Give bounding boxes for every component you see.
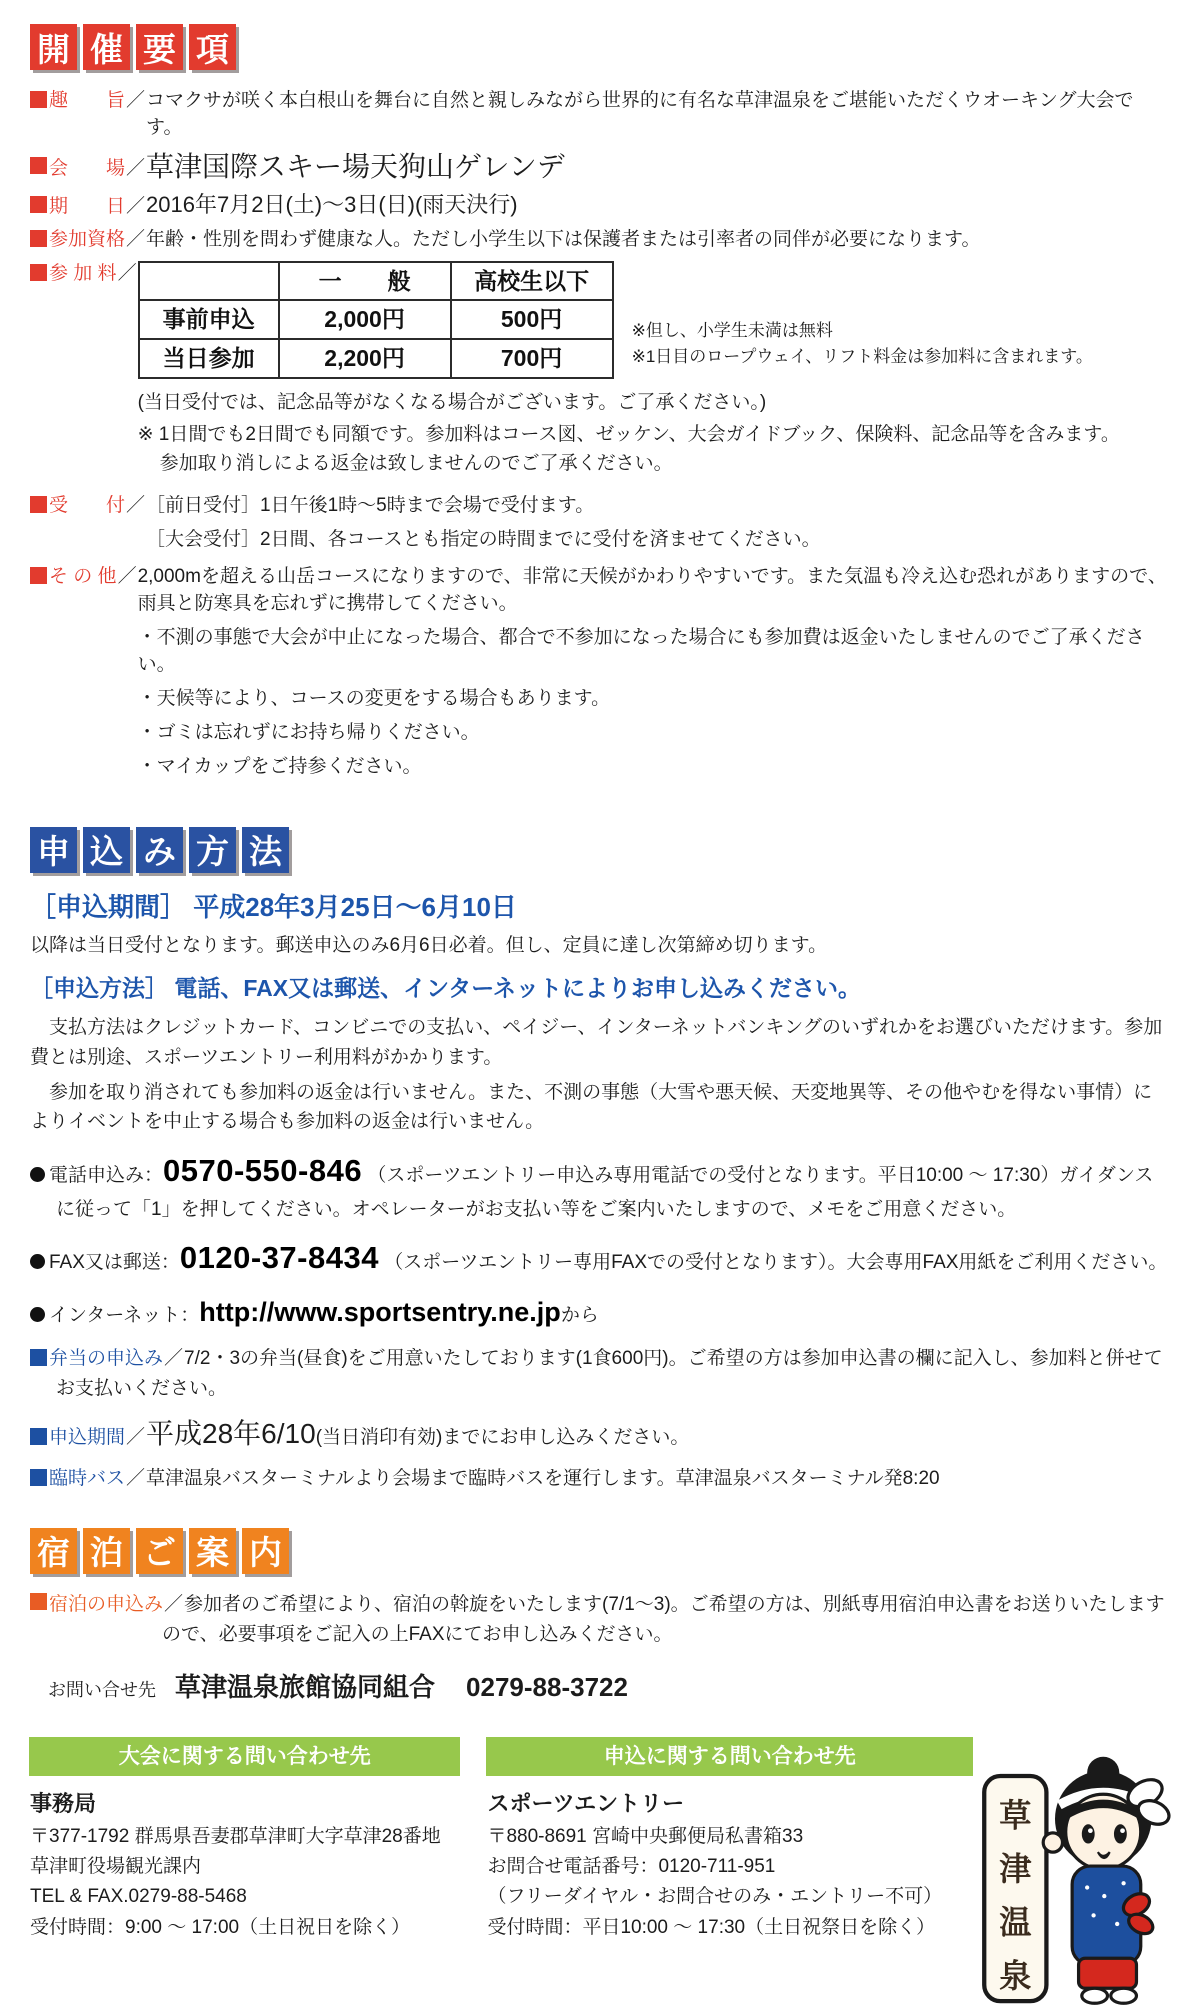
row-text: 2016年7月2日(土)～3日(日)(雨天決行) [146, 191, 518, 217]
row-purpose [30, 88, 1168, 142]
phone-label: 電話申込み： [49, 1164, 164, 1186]
fax-note: （スポーツエントリー専用FAXでの受付となります）。大会専用FAX用紙をご利用ください。 [384, 1252, 1168, 1274]
label-slash: ／ [164, 1348, 184, 1370]
entry-contact-column [487, 1738, 972, 2014]
fee-side-note: ※但し、小学生未満は無料 [631, 320, 833, 340]
row-reception [30, 493, 1168, 554]
row-other [30, 564, 1168, 781]
entry-contact-org: スポーツエントリー [487, 1790, 685, 1816]
fee-value: 500円 [451, 300, 613, 339]
fee-side-notes [632, 318, 1093, 371]
label-slash: ／ [126, 195, 146, 217]
label-slash: ／ [126, 90, 146, 111]
entry-contact-header: 申込に関する問い合わせ先 [487, 1738, 972, 1775]
title-block: 法 [242, 827, 289, 873]
bullet-square-icon [30, 157, 47, 174]
row-text: 草津国際スキー場天狗山ゲレンデ [146, 150, 565, 182]
row-date [30, 191, 1168, 220]
row-eligibility [30, 227, 1168, 254]
row-label: 参加資格 [49, 228, 126, 250]
bento-line [30, 1344, 1168, 1403]
phone-number: 0570-550-846 [163, 1152, 363, 1188]
phone-apply-line [30, 1147, 1168, 1224]
event-contact-header: 大会に関する問い合わせ先 [30, 1738, 459, 1775]
title-block: 申 [30, 827, 77, 873]
internet-label: インターネット： [49, 1305, 200, 1327]
lodging-line [30, 1590, 1168, 1651]
fee-note: 参加取り消しによる返金は致しませんのでご了承ください。 [159, 453, 673, 475]
contact-line: 草津町役場観光課内 [30, 1856, 202, 1878]
bullet-square-icon [30, 1349, 47, 1366]
contact-line: （フリーダイヤル・お問合せのみ・エントリー不可） [487, 1886, 943, 1908]
title-block: 要 [136, 24, 183, 70]
section-title-apply [30, 827, 1168, 873]
payment-paragraph: 参加を取り消されても参加料の返金は行いません。また、不測の事態（大雪や悪天候、天変地異等、その他やむを得ない事情）によりイベントを中止する場合も参加料の返金は行いません。 [30, 1081, 1153, 1133]
fee-table-area [138, 261, 1168, 379]
contact-line: お問合せ電話番号：0120-711-951 [487, 1856, 776, 1878]
sign-char: 津 [999, 1850, 1032, 1887]
title-block: ご [136, 1528, 183, 1574]
row-label: 期 日 [49, 195, 126, 217]
sign-char: 泉 [999, 1957, 1032, 1994]
bullet-square-icon [30, 1428, 47, 1445]
other-content [138, 564, 1168, 781]
payment-paragraph: 支払方法はクレジットカード、コンビニでの支払い、ペイジー、インターネットバンキングのいずれかをお選びいただけます。参加費とは別途、スポーツエントリー利用料がかかります。 [30, 1017, 1163, 1068]
row-label: 趣 旨 [49, 90, 126, 111]
mascot-illustration [972, 1738, 1168, 2014]
bullet-square-icon [30, 496, 47, 513]
section-title-outline [30, 24, 1168, 70]
footer-contacts [30, 1738, 1168, 2014]
bullet-square-icon [30, 196, 47, 213]
apply-period-line [30, 887, 1168, 924]
row-label: 宿泊の申込み [49, 1593, 164, 1615]
kusatsu-mascot-icon [972, 1746, 1168, 2014]
internet-suffix: から [560, 1305, 599, 1327]
row-label: 弁当の申込み [49, 1348, 164, 1370]
title-block: み [136, 827, 183, 873]
bullet-square-icon [30, 1469, 47, 1486]
table-row [139, 339, 613, 378]
bus-text: 草津温泉バスターミナルより会場まで臨時バスを運行します。草津温泉バスターミナル発8:20 [146, 1468, 940, 1490]
label-slash: ／ [164, 1593, 184, 1615]
row-text: コマクサが咲く本白根山を舞台に自然と親しみながら世界的に有名な草津温泉をご堪能いただくウオーキング大会です。 [146, 90, 1134, 138]
apply-method-text: 電話、FAX又は郵送、インターネットによりお申し込みください。 [174, 975, 862, 1002]
contact-line: 受付時間：平日10:00 ～ 17:30（土日祝祭日を除く） [487, 1916, 936, 1938]
contact-phone: 0279-88-3722 [466, 1671, 628, 1702]
bullet-line: ・天候等により、コースの変更をする場合もあります。 [137, 687, 611, 709]
label-slash: ／ [117, 262, 137, 284]
apply-period-label: ［申込期間］ [30, 891, 187, 922]
fee-notes [138, 388, 1168, 479]
fee-header-empty [139, 262, 279, 301]
title-block: 泊 [83, 1528, 130, 1574]
row-label: 臨時バス [49, 1468, 126, 1490]
table-header-row [139, 262, 613, 301]
deadline-text: (当日消印有効)までにお申し込みください。 [315, 1427, 690, 1449]
reception-line: ［大会受付］2日間、各コースとも指定の時間までに受付を済ませてください。 [146, 528, 821, 550]
title-block: 催 [83, 24, 130, 70]
bullet-dot-icon [30, 1307, 45, 1322]
label-slash: ／ [126, 1427, 146, 1449]
event-contact-org: 事務局 [30, 1790, 97, 1816]
fee-value: 2,200円 [279, 339, 451, 378]
label-slash: ／ [126, 494, 146, 516]
bullet-square-icon [30, 230, 47, 247]
contact-line: 〒880-8691 宮崎中央郵便局私書箱33 [487, 1825, 804, 1847]
label-slash: ／ [126, 1468, 146, 1490]
row-label: そ の 他 [49, 565, 117, 587]
fax-apply-line [30, 1234, 1168, 1282]
contact-line: 受付時間：9:00 ～ 17:00（土日祝日を除く） [30, 1916, 411, 1938]
row-label: 会 場 [49, 157, 126, 179]
title-block: 宿 [30, 1528, 77, 1574]
fee-note: (当日受付では、記念品等がなくなる場合がございます。ご了承ください。) [137, 391, 767, 413]
title-block: 項 [189, 24, 236, 70]
row-label: 受 付 [49, 494, 126, 516]
title-block: 込 [83, 827, 130, 873]
fee-note: ※ 1日間でも2日間でも同額です。参加料はコース図、ゼッケン、大会ガイドブック、保険料、記念品等を含みます。 [137, 424, 1120, 445]
label-slash: ／ [117, 565, 137, 587]
bullet-dot-icon [30, 1254, 45, 1269]
bullet-square-icon [30, 567, 47, 584]
row-text: 年齢・性別を問わず健康な人。ただし小学生以下は保護者または引率者の同伴が必要になります。 [146, 228, 981, 250]
reception-line: ［前日受付］1日午後1時～5時まで会場で受付ます。 [146, 494, 595, 516]
fee-content [138, 261, 1168, 479]
fee-row-name: 当日参加 [139, 339, 279, 378]
table-row [139, 300, 613, 339]
apply-period-note: 以降は当日受付となります。郵送申込のみ6月6日必着。但し、定員に達し次第締め切ります。 [30, 934, 828, 956]
fee-header-general: 一 般 [279, 262, 451, 301]
contact-prefix: お問い合せ先 [48, 1679, 156, 1700]
deadline-line [30, 1412, 1168, 1455]
fax-label: FAX又は郵送： [49, 1252, 180, 1274]
bullet-square-icon [30, 1593, 47, 1610]
apply-method-label: ［申込方法］ [30, 975, 168, 1002]
fee-side-note: ※1日目のロープウェイ、リフト料金は参加料に含まれます。 [631, 347, 1093, 367]
apply-period-value: 平成28年3月25日～6月10日 [193, 891, 517, 922]
title-block: 開 [30, 24, 77, 70]
contact-line: TEL & FAX.0279-88-5468 [30, 1886, 247, 1908]
event-contact-column [30, 1738, 459, 2014]
lodging-contact-line [48, 1667, 1168, 1704]
sign-char: 温 [999, 1904, 1032, 1941]
row-label: 申込期間 [49, 1427, 126, 1449]
row-label: 参 加 料 [49, 262, 117, 284]
row-venue [30, 149, 1168, 184]
fax-number: 0120-37-8434 [179, 1240, 379, 1276]
title-block: 案 [189, 1528, 236, 1574]
label-slash: ／ [126, 157, 146, 179]
deadline-date: 平成28年6/10 [146, 1418, 316, 1450]
label-slash: ／ [126, 228, 146, 250]
other-bullets [138, 625, 1168, 781]
title-block: 方 [189, 827, 236, 873]
bullet-dot-icon [30, 1167, 45, 1182]
other-text: 2,000mを超える山岳コースになりますので、非常に天候がかわりやすいです。また気温も冷え込む恐れがありますので、雨具と防寒具を忘れずに携帯してください。 [137, 565, 1167, 614]
internet-url: http://www.sportsentry.ne.jp [199, 1297, 561, 1328]
bullet-line: ・ゴミは忘れずにお持ち帰りください。 [137, 721, 480, 743]
fee-value: 2,000円 [279, 300, 451, 339]
fee-row-name: 事前申込 [139, 300, 279, 339]
contact-org-name: 草津温泉旅館協同組合 [175, 1671, 436, 1702]
lodging-text: 参加者のご希望により、宿泊の斡旋をいたします(7/1～3)。ご希望の方は、別紙専用宿泊申込書をお送りいたしますので、必要事項をご記入の上FAXにてお申し込みください。 [162, 1593, 1165, 1646]
apply-method-line [30, 970, 1168, 1003]
bullet-line: ・不測の事態で大会が中止になった場合、都合で不参加になった場合にも参加費は返金いたしませんのでご了承ください。 [137, 626, 1145, 675]
fee-table [138, 261, 614, 379]
section-title-lodging [30, 1528, 1168, 1574]
bullet-square-icon [30, 91, 47, 108]
contact-line: 〒377-1792 群馬県吾妻郡草津町大字草津28番地 [30, 1825, 441, 1847]
title-block: 内 [242, 1528, 289, 1574]
bullet-line: ・マイカップをご持参ください。 [137, 755, 422, 777]
sign-char: 草 [999, 1797, 1032, 1834]
bento-text: 7/2・3の弁当(昼食)をご用意いたしております(1食600円)。ご希望の方は参加申込書の欄に記入し、参加料と併せてお支払いください。 [56, 1348, 1163, 1399]
bus-line [30, 1464, 1168, 1493]
fee-header-student: 高校生以下 [451, 262, 613, 301]
row-fee [30, 261, 1168, 479]
reception-text [146, 493, 1168, 554]
bullet-square-icon [30, 264, 47, 281]
internet-apply-line [30, 1292, 1168, 1334]
fee-value: 700円 [451, 339, 613, 378]
phone-note: （スポーツエントリー申込み専用電話での受付となります。平日10:00 ～ 17:30）ガイダンスに従って「1」を押してください。オペレーターがお支払い等をご案内いたしますので、メモをご用意ください。 [56, 1164, 1154, 1220]
